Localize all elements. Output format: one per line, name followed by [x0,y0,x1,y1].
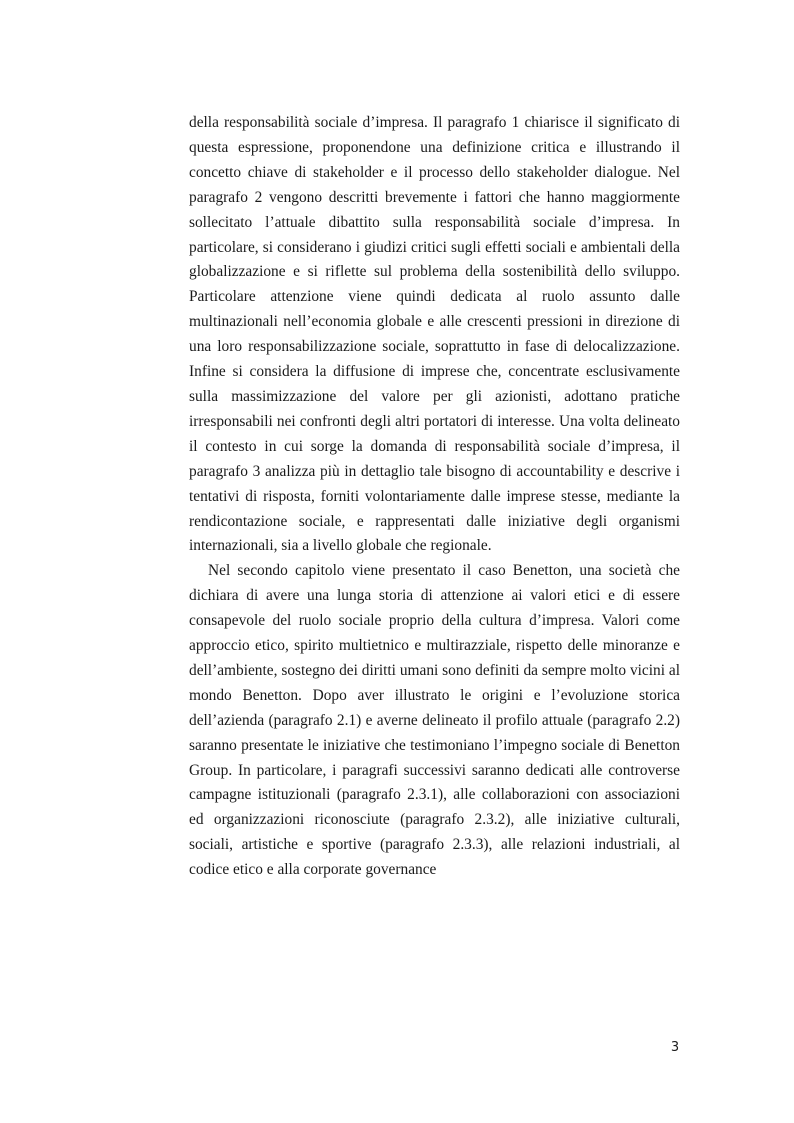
body-text [189,111,680,883]
paragraph-2: Nel secondo capitolo viene presentato il caso Benetton, una società che dichiara di avere una lunga storia di attenzione ai valori etici e di essere consapevole del ruolo sociale proprio della cultura d’impresa. Valori come approccio etico, spirito multietnico e multirazziale, rispetto delle minoranze e dell’ambiente, sostegno dei diritti umani sono definiti da sempre molto vicini al mondo Benetton. Dopo aver illustrato le origini e l’evoluzione storica dell’azienda (paragrafo 2.1) e averne delineato il profilo attuale (paragrafo 2.2) saranno presentate le iniziative che testimoniano l’impegno sociale di Benetton Group. In particolare, i paragrafi successivi saranno dedicati alle controverse campagne istituzionali (paragrafo 2.3.1), alle collaborazioni con associazioni ed organizzazioni riconosciute (paragrafo 2.3.2), alle iniziative culturali, sociali, artistiche e sportive (paragrafo 2.3.3), alle relazioni industriali, al codice etico e alla corporate governance [189,562,680,879]
page-number: 3 [670,1040,680,1055]
paragraph-1: della responsabilità sociale d’impresa. Il paragrafo 1 chiarisce il significato di questa espressione, proponendone una definizione critica e illustrando il concetto chiave di stakeholder e il processo dello stakeholder dialogue. Nel paragrafo 2 vengono descritti brevemente i fattori che hanno maggiormente sollecitato l’attuale dibattito sulla responsabilità sociale d’impresa. In particolare, si considerano i giudizi critici sugli effetti sociali e ambientali della globalizzazione e si riflette sul problema della sostenibilità dello sviluppo. Particolare attenzione viene quindi dedicata al ruolo assunto dalle multinazionali nell’economia globale e alle crescenti pressioni in direzione di una loro responsabilizzazione sociale, soprattutto in fase di delocalizzazione. Infine si considera la diffusione di imprese che, concentrate esclusivamente sulla massimizzazione del valore per gli azionisti, adottano pratiche irresponsabili nei confronti degli altri portatori di interesse. Una volta delineato il contesto in cui sorge la domanda di responsabilità sociale d’impresa, il paragrafo 3 analizza più in dettaglio tale bisogno di accountability e descrive i tentativi di risposta, forniti volontariamente dalle imprese stesse, mediante la rendicontazione sociale, e rappresentati dalle iniziative degli organismi internazionali, sia a livello globale che regionale. [189,114,680,555]
